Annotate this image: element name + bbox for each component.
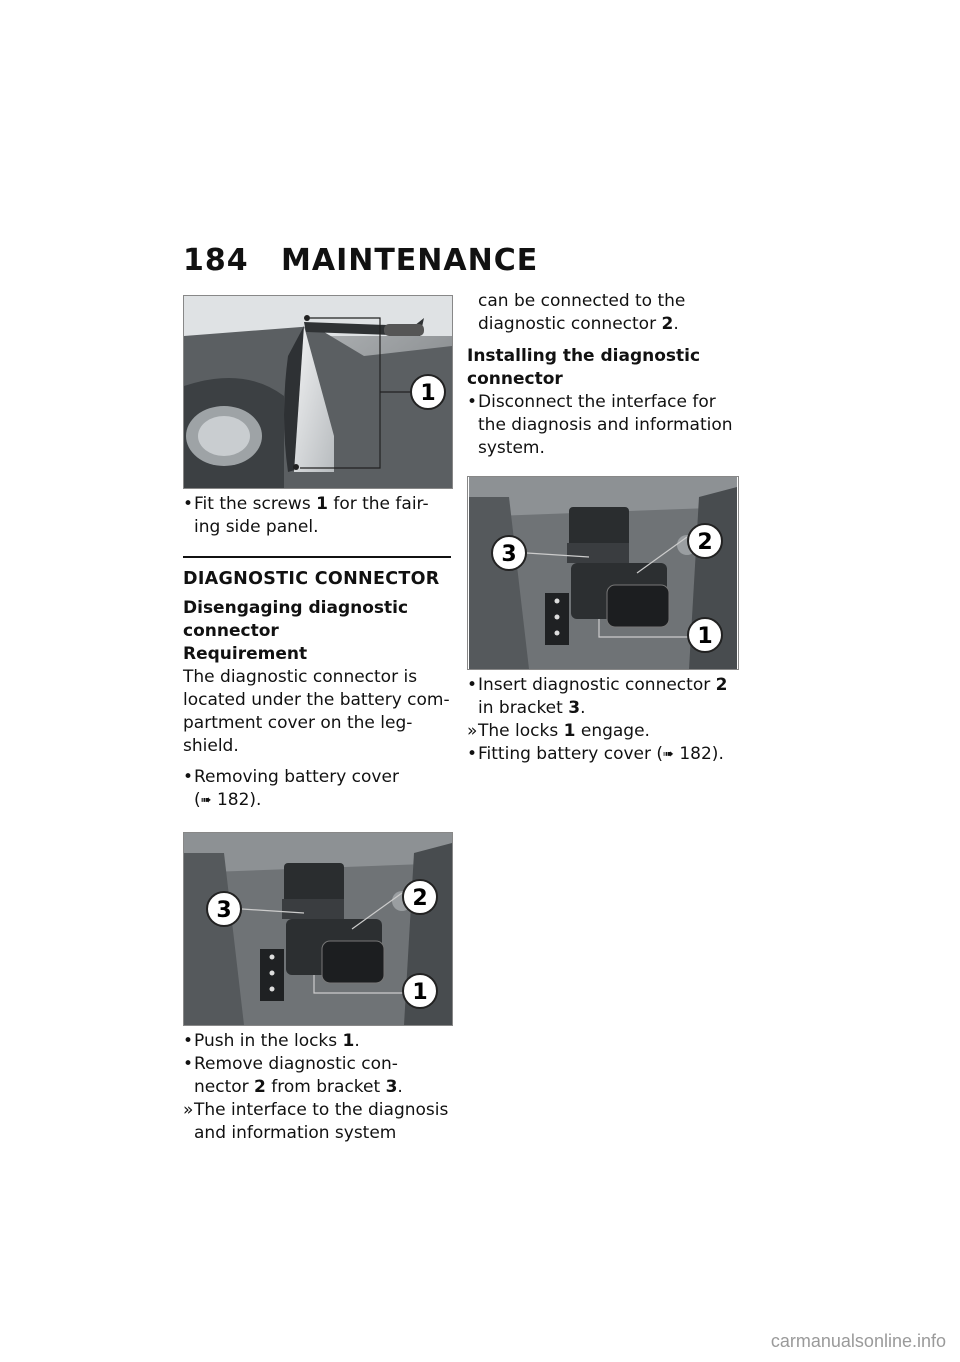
result-interface <box>183 1099 451 1145</box>
step-remove-battery-cover <box>183 766 451 812</box>
page-ref: 182). <box>216 790 262 810</box>
figure-connector-install <box>467 476 739 670</box>
page-ref-link[interactable] <box>663 744 724 764</box>
step-text: . <box>354 1031 360 1051</box>
bullet-marker: • <box>183 1054 194 1074</box>
step-text: in bracket <box>478 698 569 718</box>
step-text: Remove diagnostic con-nector <box>194 1054 398 1097</box>
result-marker: » <box>183 1100 194 1120</box>
step-remove-connector <box>183 1053 451 1099</box>
bullet-marker: • <box>183 1031 194 1051</box>
callout-2: 2 <box>697 530 713 555</box>
step-text: from bracket <box>265 1077 386 1097</box>
page-title: MAINTENANCE <box>281 243 539 278</box>
continuation-post: . <box>673 314 679 334</box>
callout-3: 3 <box>501 542 517 567</box>
step-insert-connector <box>467 674 739 720</box>
ref-number: 2 <box>715 675 728 695</box>
figure-fairing-screws <box>183 295 453 489</box>
connector-illustration <box>468 477 738 669</box>
step-fit-battery-cover <box>467 743 739 766</box>
step-push-locks <box>183 1030 451 1053</box>
result-text: The locks <box>478 721 564 741</box>
page-number: 184 <box>183 243 249 278</box>
step-text: Fit the screws <box>194 494 317 514</box>
bullet-marker: • <box>467 744 478 764</box>
subheading-installing: Installing the diagnostic connector <box>467 346 701 389</box>
callout-1: 1 <box>420 381 436 406</box>
step-text: Disconnect the interface for the diagnosis and information system. <box>478 392 733 458</box>
result-marker: » <box>467 721 478 741</box>
left-column <box>183 295 451 1145</box>
callout-2: 2 <box>412 886 428 911</box>
page-header <box>183 243 538 278</box>
bullet-marker: • <box>183 494 194 514</box>
result-locks-engage <box>467 720 739 743</box>
result-text: The interface to the diagnosis and information system <box>194 1100 449 1143</box>
fairing-illustration <box>184 296 452 488</box>
bullet-marker: • <box>467 392 478 412</box>
watermark: carmanualsonline.info <box>770 1331 946 1351</box>
continuation-pre: can be connected to the diagnostic connector <box>478 291 686 334</box>
continuation-text <box>467 290 739 336</box>
requirement-text: The diagnostic connector is located under the battery com-partment cover on the leg-shield. <box>183 667 450 756</box>
step-disconnect-interface <box>467 391 739 460</box>
subheading-disengaging: Disengaging diagnostic connector <box>183 598 409 641</box>
callout-1: 1 <box>697 624 713 649</box>
step-text: Fitting battery cover ( <box>478 744 664 764</box>
ref-number: 2 <box>661 314 674 334</box>
page-ref: 182). <box>679 744 724 764</box>
section-title: DIAGNOSTIC CONNECTOR <box>183 556 451 591</box>
ref-number: 3 <box>568 698 581 718</box>
arrow-icon: ➠ <box>200 793 212 808</box>
step-text: . <box>397 1077 403 1097</box>
right-column <box>467 290 739 766</box>
ref-number: 1 <box>342 1031 355 1051</box>
step-text: Removing battery cover <box>194 767 399 787</box>
ref-number: 2 <box>254 1077 266 1097</box>
figure-connector-removal <box>183 832 453 1026</box>
callout-3: 3 <box>216 898 232 923</box>
page-ref-link[interactable]: (➠ 182). <box>194 790 262 810</box>
ref-number: 1 <box>316 494 328 514</box>
requirement-label: Requirement <box>183 644 308 664</box>
step-text: for the fair-ing side panel. <box>194 494 429 537</box>
step-text: Push in the locks <box>194 1031 343 1051</box>
step-fit-screws <box>183 493 451 539</box>
result-text: engage. <box>575 721 650 741</box>
step-text: Insert diagnostic connector <box>478 675 716 695</box>
connector-illustration <box>184 833 452 1025</box>
ref-number: 3 <box>385 1077 398 1097</box>
step-text: . <box>580 698 586 718</box>
arrow-icon: ➠ <box>663 747 674 762</box>
ref-number: 1 <box>563 721 576 741</box>
callout-1: 1 <box>412 980 428 1005</box>
bullet-marker: • <box>183 767 194 787</box>
bullet-marker: • <box>467 675 478 695</box>
